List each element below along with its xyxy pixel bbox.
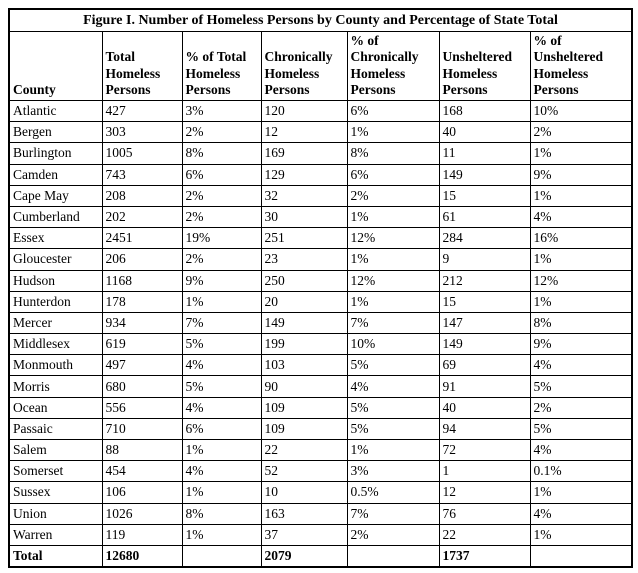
table-row <box>9 376 632 397</box>
value-cell: 69 <box>439 355 530 376</box>
value-cell: 88 <box>102 440 182 461</box>
value-cell: 251 <box>261 228 347 249</box>
value-cell: 427 <box>102 101 182 122</box>
value-cell: 1% <box>530 291 632 312</box>
total-row <box>9 545 632 567</box>
value-cell: 5% <box>530 418 632 439</box>
value-cell: 4% <box>530 355 632 376</box>
value-cell: 163 <box>261 503 347 524</box>
value-cell: 199 <box>261 334 347 355</box>
table-row <box>9 440 632 461</box>
value-cell: 8% <box>347 143 439 164</box>
county-cell: Monmouth <box>9 355 102 376</box>
header-row <box>9 32 632 101</box>
table-row <box>9 249 632 270</box>
table-row <box>9 312 632 333</box>
value-cell: 149 <box>261 312 347 333</box>
table-row <box>9 418 632 439</box>
value-cell: 2% <box>182 249 261 270</box>
column-header-chronically-homeless: Chronically Homeless Persons <box>261 32 347 101</box>
value-cell: 5% <box>530 376 632 397</box>
county-cell: Warren <box>9 524 102 545</box>
value-cell: 178 <box>102 291 182 312</box>
value-cell: 1 <box>439 461 530 482</box>
value-cell: 12680 <box>102 545 182 567</box>
value-cell: 710 <box>102 418 182 439</box>
column-header-county: County <box>9 32 102 101</box>
value-cell: 934 <box>102 312 182 333</box>
county-cell: Camden <box>9 164 102 185</box>
table-row <box>9 122 632 143</box>
value-cell: 52 <box>261 461 347 482</box>
table-row <box>9 461 632 482</box>
value-cell: 743 <box>102 164 182 185</box>
value-cell: 1% <box>182 291 261 312</box>
value-cell: 129 <box>261 164 347 185</box>
column-header-pct-chronically: % of Chronically Homeless Persons <box>347 32 439 101</box>
table-head <box>9 9 632 101</box>
value-cell: 497 <box>102 355 182 376</box>
value-cell: 6% <box>347 101 439 122</box>
table-row <box>9 270 632 291</box>
value-cell <box>347 545 439 567</box>
value-cell: 303 <box>102 122 182 143</box>
county-cell: Mercer <box>9 312 102 333</box>
value-cell: 4% <box>530 206 632 227</box>
value-cell: 4% <box>182 355 261 376</box>
value-cell: 5% <box>347 397 439 418</box>
county-cell: Burlington <box>9 143 102 164</box>
value-cell: 1% <box>347 440 439 461</box>
table-row <box>9 355 632 376</box>
value-cell: 1% <box>530 249 632 270</box>
value-cell: 94 <box>439 418 530 439</box>
table-title: Figure I. Number of Homeless Persons by County and Percentage of State Total <box>9 9 632 32</box>
column-header-pct-unsheltered: % of Unsheltered Homeless Persons <box>530 32 632 101</box>
table-row <box>9 143 632 164</box>
value-cell: 16% <box>530 228 632 249</box>
value-cell: 1168 <box>102 270 182 291</box>
value-cell: 7% <box>347 312 439 333</box>
value-cell: 1026 <box>102 503 182 524</box>
value-cell: 6% <box>347 164 439 185</box>
value-cell: 9% <box>530 164 632 185</box>
value-cell: 12% <box>530 270 632 291</box>
value-cell: 7% <box>182 312 261 333</box>
county-cell: Cape May <box>9 185 102 206</box>
value-cell: 10% <box>347 334 439 355</box>
value-cell: 103 <box>261 355 347 376</box>
value-cell: 109 <box>261 397 347 418</box>
value-cell: 2% <box>182 206 261 227</box>
value-cell: 1% <box>530 143 632 164</box>
value-cell: 76 <box>439 503 530 524</box>
title-row <box>9 9 632 32</box>
value-cell: 90 <box>261 376 347 397</box>
value-cell <box>182 545 261 567</box>
value-cell: 2% <box>530 397 632 418</box>
value-cell: 202 <box>102 206 182 227</box>
value-cell: 12% <box>347 270 439 291</box>
value-cell: 1737 <box>439 545 530 567</box>
value-cell: 10 <box>261 482 347 503</box>
table-row <box>9 291 632 312</box>
value-cell: 147 <box>439 312 530 333</box>
value-cell: 8% <box>182 503 261 524</box>
value-cell: 9% <box>182 270 261 291</box>
value-cell: 106 <box>102 482 182 503</box>
value-cell: 15 <box>439 291 530 312</box>
value-cell: 1% <box>182 524 261 545</box>
value-cell: 1% <box>530 185 632 206</box>
county-cell: Bergen <box>9 122 102 143</box>
value-cell: 284 <box>439 228 530 249</box>
value-cell: 6% <box>182 418 261 439</box>
value-cell: 19% <box>182 228 261 249</box>
value-cell: 168 <box>439 101 530 122</box>
value-cell: 4% <box>530 440 632 461</box>
value-cell: 109 <box>261 418 347 439</box>
value-cell: 680 <box>102 376 182 397</box>
value-cell: 22 <box>439 524 530 545</box>
table-row <box>9 185 632 206</box>
value-cell: 32 <box>261 185 347 206</box>
value-cell: 1% <box>182 482 261 503</box>
county-cell: Essex <box>9 228 102 249</box>
value-cell: 3% <box>347 461 439 482</box>
value-cell: 2% <box>182 122 261 143</box>
value-cell: 22 <box>261 440 347 461</box>
value-cell: 2% <box>182 185 261 206</box>
table-row <box>9 482 632 503</box>
value-cell: 72 <box>439 440 530 461</box>
value-cell: 8% <box>182 143 261 164</box>
value-cell <box>530 545 632 567</box>
column-header-total-homeless: Total Homeless Persons <box>102 32 182 101</box>
value-cell: 4% <box>347 376 439 397</box>
value-cell: 250 <box>261 270 347 291</box>
value-cell: 3% <box>182 101 261 122</box>
value-cell: 8% <box>530 312 632 333</box>
value-cell: 1% <box>347 206 439 227</box>
county-cell: Atlantic <box>9 101 102 122</box>
value-cell: 15 <box>439 185 530 206</box>
county-cell: Gloucester <box>9 249 102 270</box>
value-cell: 556 <box>102 397 182 418</box>
value-cell: 5% <box>347 355 439 376</box>
value-cell: 169 <box>261 143 347 164</box>
value-cell: 454 <box>102 461 182 482</box>
table-row <box>9 228 632 249</box>
table-row <box>9 101 632 122</box>
value-cell: 5% <box>347 418 439 439</box>
county-cell: Cumberland <box>9 206 102 227</box>
county-cell: Morris <box>9 376 102 397</box>
value-cell: 20 <box>261 291 347 312</box>
value-cell: 6% <box>182 164 261 185</box>
value-cell: 4% <box>182 461 261 482</box>
value-cell: 12 <box>261 122 347 143</box>
value-cell: 149 <box>439 334 530 355</box>
county-cell: Somerset <box>9 461 102 482</box>
value-cell: 120 <box>261 101 347 122</box>
column-header-unsheltered: Unsheltered Homeless Persons <box>439 32 530 101</box>
value-cell: 91 <box>439 376 530 397</box>
value-cell: 1005 <box>102 143 182 164</box>
value-cell: 1% <box>182 440 261 461</box>
value-cell: 619 <box>102 334 182 355</box>
county-cell: Hudson <box>9 270 102 291</box>
county-cell: Total <box>9 545 102 567</box>
value-cell: 37 <box>261 524 347 545</box>
value-cell: 212 <box>439 270 530 291</box>
value-cell: 2% <box>347 524 439 545</box>
table-row <box>9 206 632 227</box>
table-row <box>9 164 632 185</box>
table-row <box>9 397 632 418</box>
value-cell: 30 <box>261 206 347 227</box>
value-cell: 119 <box>102 524 182 545</box>
county-cell: Salem <box>9 440 102 461</box>
table-row <box>9 334 632 355</box>
homeless-by-county-table <box>8 8 633 568</box>
value-cell: 0.5% <box>347 482 439 503</box>
county-cell: Middlesex <box>9 334 102 355</box>
value-cell: 40 <box>439 397 530 418</box>
value-cell: 12 <box>439 482 530 503</box>
column-header-pct-total: % of Total Homeless Persons <box>182 32 261 101</box>
value-cell: 2451 <box>102 228 182 249</box>
value-cell: 0.1% <box>530 461 632 482</box>
value-cell: 5% <box>182 334 261 355</box>
value-cell: 5% <box>182 376 261 397</box>
value-cell: 4% <box>530 503 632 524</box>
value-cell: 1% <box>530 482 632 503</box>
county-cell: Ocean <box>9 397 102 418</box>
table-body <box>9 101 632 568</box>
value-cell: 208 <box>102 185 182 206</box>
value-cell: 2% <box>347 185 439 206</box>
value-cell: 7% <box>347 503 439 524</box>
table-row <box>9 524 632 545</box>
value-cell: 1% <box>347 249 439 270</box>
value-cell: 149 <box>439 164 530 185</box>
value-cell: 10% <box>530 101 632 122</box>
value-cell: 9% <box>530 334 632 355</box>
value-cell: 2079 <box>261 545 347 567</box>
value-cell: 2% <box>530 122 632 143</box>
value-cell: 1% <box>530 524 632 545</box>
value-cell: 40 <box>439 122 530 143</box>
county-cell: Hunterdon <box>9 291 102 312</box>
value-cell: 206 <box>102 249 182 270</box>
value-cell: 4% <box>182 397 261 418</box>
county-cell: Passaic <box>9 418 102 439</box>
value-cell: 11 <box>439 143 530 164</box>
value-cell: 1% <box>347 122 439 143</box>
table-row <box>9 503 632 524</box>
value-cell: 1% <box>347 291 439 312</box>
value-cell: 23 <box>261 249 347 270</box>
value-cell: 9 <box>439 249 530 270</box>
value-cell: 61 <box>439 206 530 227</box>
value-cell: 12% <box>347 228 439 249</box>
county-cell: Sussex <box>9 482 102 503</box>
county-cell: Union <box>9 503 102 524</box>
